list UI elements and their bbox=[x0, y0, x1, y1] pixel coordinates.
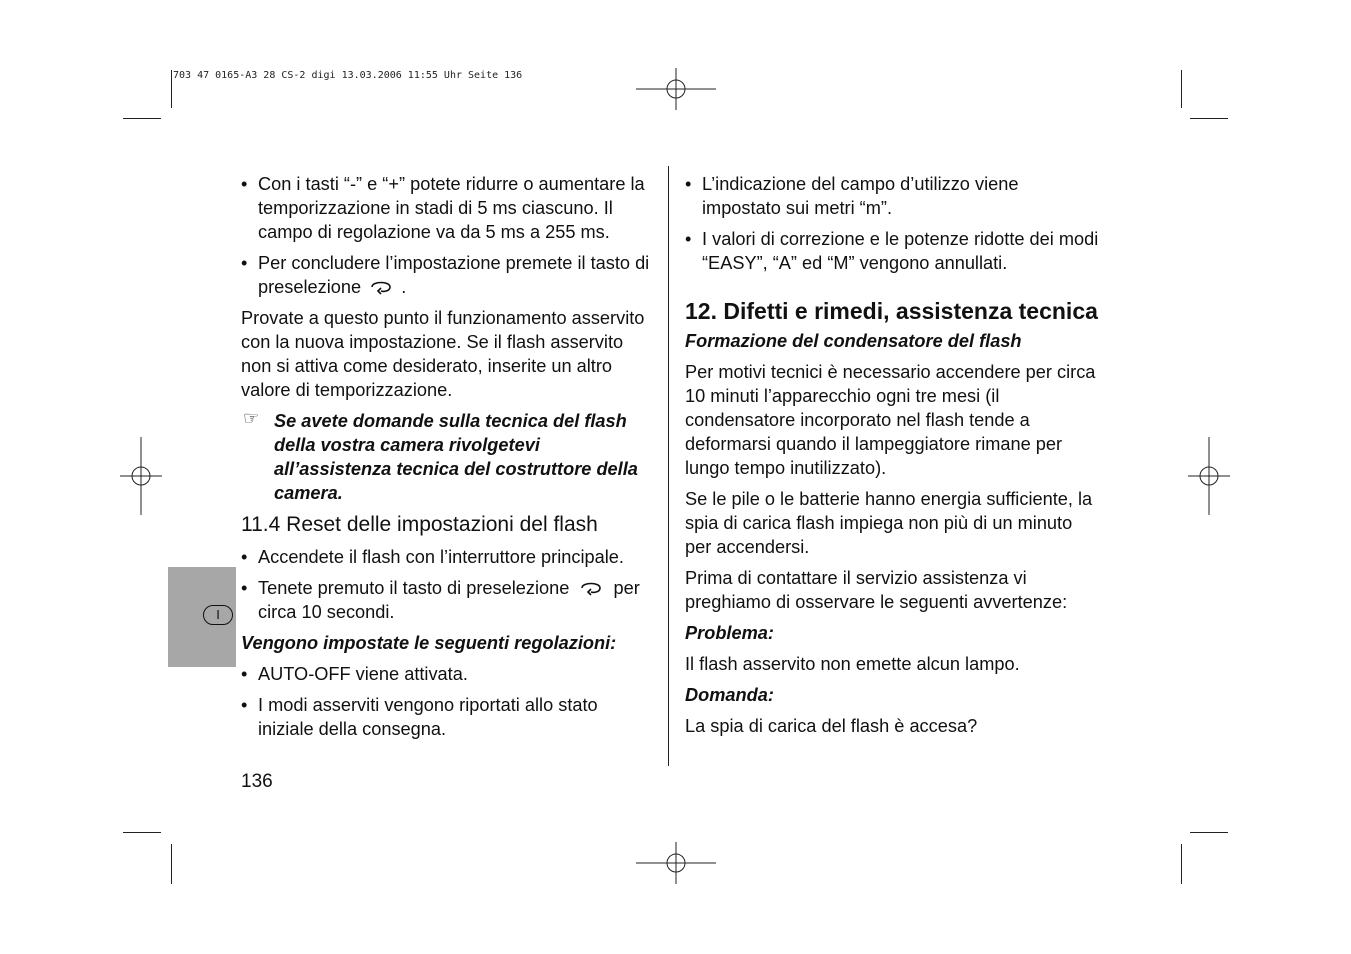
paragraph: Per motivi tecnici è necessario accendere per circa 10 minuti l’apparecchio ogni tre mesi (il condensatore incorporato nel flash tende a deformarsi quando il lampeggiatore rimane per lungo tempo inutilizzato). bbox=[685, 362, 1096, 478]
list-item bbox=[241, 576, 656, 624]
section-heading: 11.4 Reset delle impostazioni del flash bbox=[241, 513, 598, 536]
list-item: • Con i tasti “-” e “+” potete ridurre o aumentare la temporizzazione in stadi di 5 ms ciascuno. Il campo di regolazione va da 5 ms a 255 ms. bbox=[241, 172, 656, 244]
crop-mark bbox=[1190, 118, 1228, 119]
problem-label: Problema: bbox=[685, 623, 774, 643]
list-item: • Accendete il flash con l’interruttore principale. bbox=[241, 545, 656, 569]
list-item-text: Per concludere l’impostazione premete il tasto di preselezione bbox=[258, 253, 650, 297]
registration-mark-top bbox=[636, 68, 716, 110]
registration-mark-bottom bbox=[636, 842, 716, 884]
list-item-text-end: . bbox=[401, 277, 407, 297]
paragraph: Provate a questo punto il funzionamento asservito con la nuova impostazione. Se il flash asservito non si attiva come desiderato, inserite un altro valore di temporizzazione. bbox=[241, 308, 645, 400]
list-item-text: Tenete premuto il tasto di preselezione bbox=[258, 578, 570, 598]
right-column bbox=[685, 172, 1100, 745]
preset-button-icon bbox=[368, 279, 394, 295]
registration-mark-left bbox=[120, 437, 162, 515]
question-text: La spia di carica del flash è accesa? bbox=[685, 716, 978, 736]
subheading: Vengono impostate le seguenti regolazioni: bbox=[241, 633, 617, 653]
crop-mark bbox=[123, 832, 161, 833]
chapter-heading: 12. Difetti e rimedi, assistenza tecnica bbox=[685, 298, 1098, 324]
registration-mark-right bbox=[1188, 437, 1230, 515]
list-item: • I modi asserviti vengono riportati allo stato iniziale della consegna. bbox=[241, 693, 656, 741]
crop-mark bbox=[1190, 832, 1228, 833]
crop-mark bbox=[1181, 70, 1182, 108]
print-slug: 703 47 0165-A3 28 CS-2 digi 13.03.2006 11:55 Uhr Seite 136 bbox=[173, 70, 523, 81]
crop-mark bbox=[171, 844, 172, 884]
list-item: • AUTO-OFF viene attivata. bbox=[241, 662, 656, 686]
paragraph: Se le pile o le batterie hanno energia sufficiente, la spia di carica flash impiega non più di un minuto per accendersi. bbox=[685, 489, 1093, 557]
crop-mark bbox=[123, 118, 161, 119]
crop-mark bbox=[1181, 844, 1182, 884]
paragraph: Prima di contattare il servizio assistenza vi preghiamo di osservare le seguenti avvertenze: bbox=[685, 568, 1068, 612]
column-divider bbox=[668, 166, 669, 766]
note bbox=[241, 409, 656, 505]
language-tab-label: I bbox=[203, 605, 233, 625]
problem-text: Il flash asservito non emette alcun lampo. bbox=[685, 654, 1020, 674]
pointing-hand-icon: ☞ bbox=[243, 408, 260, 428]
preset-button-icon bbox=[576, 580, 606, 596]
crop-mark bbox=[171, 70, 172, 108]
list-item bbox=[241, 251, 656, 299]
list-item-text-end: per circa 10 secondi. bbox=[258, 578, 640, 622]
subheading: Formazione del condensatore del flash bbox=[685, 331, 1022, 351]
question-label: Domanda: bbox=[685, 685, 774, 705]
list-item: • I valori di correzione e le potenze ridotte dei modi “EASY”, “A” ed “M” vengono annullati. bbox=[685, 227, 1100, 275]
note-text: Se avete domande sulla tecnica del flash della vostra camera rivolgetevi all’assistenza tecnica del costruttore della camera. bbox=[274, 411, 638, 503]
page-number: 136 bbox=[241, 771, 273, 792]
list-item: • L’indicazione del campo d’utilizzo viene impostato sui metri “m”. bbox=[685, 172, 1100, 220]
left-column bbox=[241, 172, 656, 748]
